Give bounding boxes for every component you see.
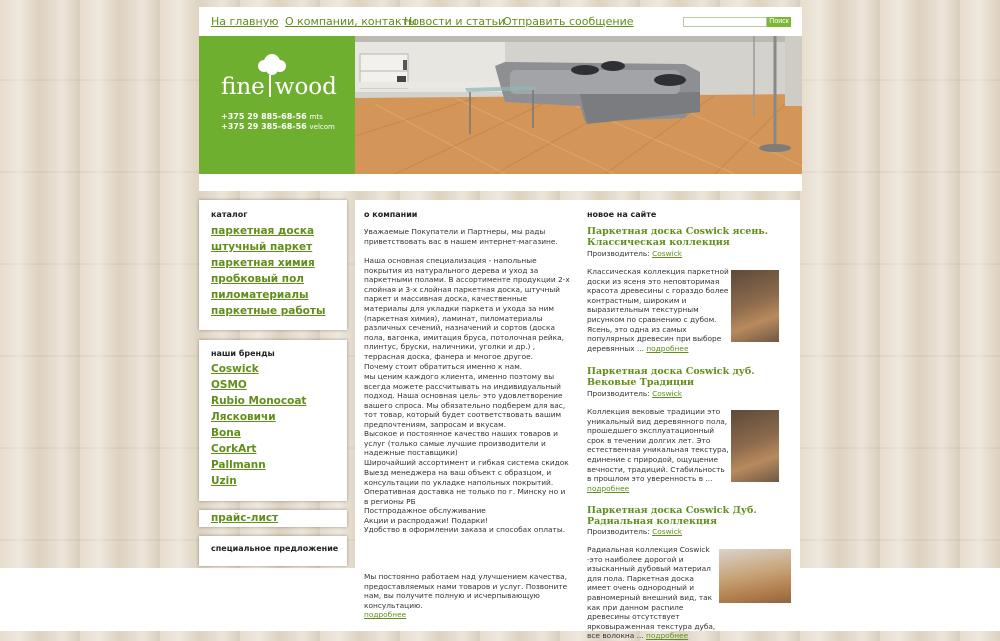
price-list-panel [199,510,347,527]
phone-operator: velcom [309,123,335,131]
news-item-manufacturer [587,527,682,536]
price-list-link[interactable]: прайс-лист [211,512,279,524]
brand-osmo[interactable]: OSMO [211,379,247,391]
manufacturer-label: Производитель: [587,389,650,398]
news-item-1-title-link[interactable]: Паркетная доска Coswick ясень. Классическая коллекция [587,226,769,248]
brand-corkart[interactable]: CorkArt [211,443,257,455]
brand-uzin[interactable]: Uzin [211,475,237,487]
about-more-link[interactable]: подробнее [364,610,407,620]
catalog-panel [199,200,347,330]
catalog-item-piece-parquet[interactable]: штучный паркет [211,241,313,253]
news-title: новое на сайте [587,210,657,219]
catalog-title: каталог [211,210,248,219]
brand-pallmann[interactable]: Pallmann [211,459,266,471]
news-item-3-text: Радиальная коллекция Coswick -это наиболее дорогой и изысканный дубовый материал для пола. Паркетная доска имеет очень однородный и равномерный внешний вид, так как при данном распиле древесины отсутствует ярковыраженная текстура дуба, все волокна ... [587,545,716,641]
sofa-room-illustration [355,36,802,174]
news-item-text [587,267,729,353]
logo-wordmark [221,74,337,100]
news-item-thumbnail[interactable] [731,410,779,482]
brands-title: наши бренды [211,349,275,358]
news-item-3-title-link[interactable]: Паркетная доска Coswick Дуб. Радиальная коллекция [587,505,757,527]
nav-home[interactable]: На главную [211,15,279,28]
about-paragraph-5: Высокое и постоянное качество наших товаров и услуг (только самые лучшие производители и надежные поставщики) [364,429,558,458]
about-paragraph-1: Уважаемые Покупатели и Партнеры, мы рады приветствовать вас в нашем интернет-магазине. [364,227,558,246]
catalog-item-cork-floor[interactable]: пробковый пол [211,273,304,285]
news-item-title[interactable] [587,366,792,388]
phone-mts [221,112,323,121]
news-item-more-link[interactable]: подробнее [587,483,630,493]
news-column [577,200,800,641]
about-paragraph-12-text: Мы постоянно работаем над улучшением качества, предоставляемых нами товаров и услуг. Позвоните нам, вы получите полную и исчерпывающую консультацию. [364,572,568,610]
news-item-text [587,545,719,641]
news-item-thumbnail[interactable] [731,270,779,342]
nav-send-message[interactable]: Отправить сообщение [503,15,634,28]
about-paragraph-8: Оперативная доставка не только по г. Минску но и в регионы РБ [364,487,566,506]
brand-rubio-monocoat[interactable]: Rubio Monocoat [211,395,307,407]
catalog-item-parquet-board[interactable]: паркетная доска [211,225,315,237]
nav-news[interactable]: Новости и статьи [404,15,506,28]
manufacturer-link[interactable]: Coswick [652,249,683,258]
catalog-item-parquet-chemistry[interactable]: паркетная химия [211,257,315,269]
news-item-manufacturer [587,389,682,398]
phone-operator: mts [309,113,323,121]
news-item-more-link[interactable]: подробнее [646,343,689,353]
interior-photo [355,36,802,174]
manufacturer-link[interactable]: Coswick [652,527,683,536]
news-item-more-link[interactable]: подробнее [646,631,689,641]
about-paragraph-10: Акции и распродажи! Подарки! [364,516,489,525]
catalog-item-lumber[interactable]: пиломатериалы [211,289,309,301]
brands-panel [199,340,347,501]
phone-number: +375 29 385-68-56 [221,122,307,131]
news-item-title[interactable] [587,505,792,527]
manufacturer-link[interactable]: Coswick [652,389,683,398]
news-item-thumbnail[interactable] [719,549,791,603]
logo-block[interactable] [199,36,355,174]
manufacturer-label: Производитель: [587,249,650,258]
about-paragraph-4: мы ценим каждого клиента, именно поэтому вы всегда можете рассчитывать на индивидуальный подход. Наша основная цель- это удовлетворение вашего спроса. Мы обязательно подберем для вас, тот товар, который будет соответствовать вашим предпочтениям, запросам и вкусам. [364,372,566,429]
logo-trunk [269,75,271,97]
about-paragraph-11: Удобство в оформлении заказа и способах оплаты. [364,525,566,534]
search-button[interactable]: Поиск [767,17,791,27]
about-paragraph-6: Широчайший ассортимент и гибкая система скидок [364,458,569,467]
header-banner [199,36,802,191]
about-paragraph-12 [364,572,570,620]
nav-about[interactable]: О компании, контакты [285,15,417,28]
logo-word-wood: wood [274,74,337,100]
manufacturer-label: Производитель: [587,527,650,536]
about-column [355,200,577,631]
news-item-text [587,407,729,493]
catalog-item-parquet-works[interactable]: паркетные работы [211,305,326,317]
brand-lyaskovichi[interactable]: Лясковичи [211,411,276,423]
special-offer-panel [199,536,347,566]
about-paragraph-7: Выезд менеджера на ваш объект с образцом, и консультации по укладке напольных покрытий. [364,468,554,487]
phone-number: +375 29 885-68-56 [221,112,307,121]
about-paragraph-3: Почему стоит обратиться именно к нам. [364,362,523,371]
news-item-title[interactable] [587,226,792,248]
about-paragraph-2: Наша основная специализация - напольные покрытия из натурального дерева и уход за паркетными полами. В ассортименте продукции 2-х слойная и 3-х слойная паркетная доска, штучный паркет и массивная доска, качественные материалы для укладки паркета и уходa за ним (паркетная химия), ламинат, пиломатериалы различных сечений, назначений и сортов (доска пола, вагонка, имитация бруса, потолочная рейка, плинтус, бруски, наличники, уголки и др.) , террасная доска, фанера и многое другое. [364,256,570,361]
news-item-1-text: Классическая коллекция паркетной доски из ясеня это неповторимая красота древесины с гораздо более контрастным, широким и выразительным текстурным рисунком по сравнению с дубом. Ясень, это одна из самых популярных древесин при выборе деревянных ... [587,267,729,353]
logo-word-fine: fine [221,74,265,100]
special-offer-title: специальное предложение [211,544,339,553]
about-title: о компании [364,210,418,219]
search-input[interactable] [683,17,767,27]
brand-bona[interactable]: Bona [211,427,241,439]
brand-coswick[interactable]: Coswick [211,363,259,375]
phone-velcom [221,122,335,131]
news-item-manufacturer [587,249,682,258]
about-paragraph-9: Постпродажное обслуживание [364,506,486,515]
top-navigation-bar [199,7,802,36]
news-item-2-title-link[interactable]: Паркетная доска Coswick дуб. Вековые Традиции [587,366,755,388]
news-item-2-text: Коллекция вековые традиции это уникальный вид деревянного пола, прошедшего эксплуатационный срок в течении долгих лет. Это естественная уникальная текстура, единение с природой, ощущение вечности, традиций. Стабильность в прошлом это уверенность в ... [587,407,729,484]
